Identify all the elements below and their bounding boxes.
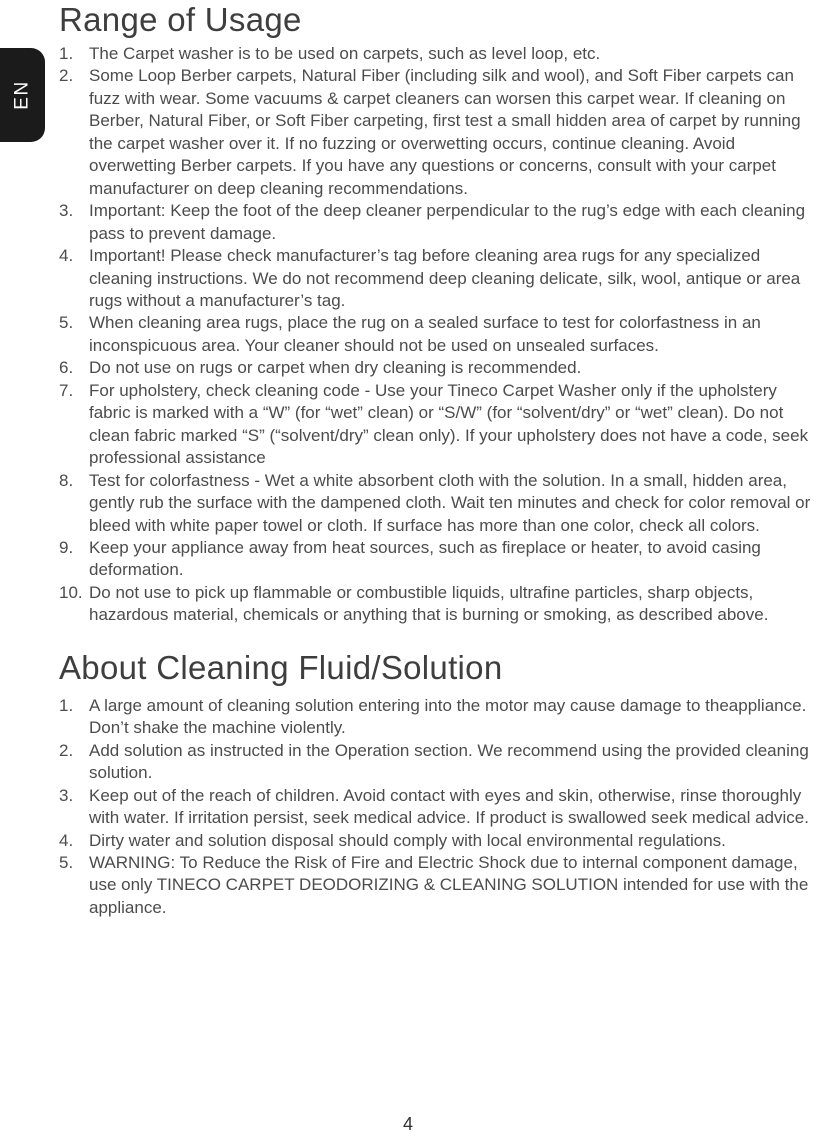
about-cleaning-fluid-list (59, 695, 812, 920)
list-item-text: Add solution as instructed in the Operation section. We recommend using the provided cleaning solution. (89, 740, 809, 783)
list-item-text: Dirty water and solution disposal should comply with local environmental regulations. (89, 830, 726, 850)
list-item-number: 3. (59, 201, 74, 221)
list-item-text: Keep your appliance away from heat sources, such as fireplace or heater, to avoid casing deformation. (89, 537, 761, 580)
list-item-text: Some Loop Berber carpets, Natural Fiber (including silk and wool), and Soft Fiber carpets can fuzz with wear. Some vacuums & carpet cleaners can worsen this carpet wear. If cleaning on Berber, Natural Fiber, or Soft Fiber carpeting, first test a small hidden area of carpet by running the carpet washer over it. If no fuzzing or overwetting occurs, continue cleaning. Avoid overwetting Berber carpets. If you have any questions or concerns, consult with your carpet manufacturer on deep cleaning recommendations. (89, 66, 801, 198)
page-number: 4 (402, 1114, 413, 1134)
list-item-text: For upholstery, check cleaning code - Use your Tineco Carpet Washer only if the upholstery fabric is marked with a “W” (for “wet” clean) or “S/W” (for “solvent/dry” or “wet” clean). Do not clean fabric marked “S” (“solvent/dry” clean only). If your upholstery does not have a code, seek professional assistance (89, 380, 809, 468)
list-item-number: 2. (59, 740, 74, 760)
list-item-number: 8. (59, 470, 74, 490)
list-item-number: 5. (59, 313, 74, 333)
list-item-text: Test for colorfastness - Wet a white absorbent cloth with the solution. In a small, hidden area, gently rub the surface with the dampened cloth. Wait ten minutes and check for color removal or bleed with white paper towel or cloth. If surface has more than one color, check all colors. (89, 470, 811, 535)
list-item-number: 9. (59, 537, 74, 557)
language-tab-label: EN (11, 80, 33, 110)
section-title-about-cleaning-fluid: About Cleaning Fluid/Solution (59, 648, 503, 686)
list-item (59, 537, 812, 582)
list-item-number: 1. (59, 44, 74, 63)
list-item-number: 5. (59, 852, 74, 872)
list-item-number: 1. (59, 695, 74, 715)
list-item (59, 43, 812, 65)
list-item (59, 740, 812, 785)
list-item-text: A large amount of cleaning solution entering into the motor may cause damage to theappliance. Don’t shake the machine violently. (89, 695, 807, 738)
list-item-number: 6. (59, 358, 74, 378)
list-item-text: Do not use on rugs or carpet when dry cleaning is recommended. (89, 358, 582, 378)
list-item (59, 785, 812, 830)
list-item-number: 4. (59, 246, 74, 266)
list-item (59, 695, 812, 740)
list-item (59, 582, 812, 627)
list-item-number: 7. (59, 380, 74, 400)
list-item (59, 380, 812, 470)
section-title-range-of-usage: Range of Usage (59, 1, 302, 38)
list-item (59, 830, 812, 852)
list-item-number: 2. (59, 66, 74, 86)
list-item-text: When cleaning area rugs, place the rug on a sealed surface to test for colorfastness in an inconspicuous area. Your cleaner should not be used on unsealed surfaces. (89, 313, 761, 355)
list-item (59, 200, 812, 245)
range-of-usage-list (59, 43, 812, 627)
list-item-text: The Carpet washer is to be used on carpets, such as level loop, etc. (89, 44, 601, 63)
list-item-text: WARNING: To Reduce the Risk of Fire and Electric Shock due to internal component damage, use only TINECO CARPET DEODORIZING & CLEANING SOLUTION intended for use with the appliance. (89, 852, 809, 917)
list-item-number: 3. (59, 785, 74, 805)
list-item-number: 10. (59, 582, 83, 602)
list-item-text: Important! Please check manufacturer’s tag before cleaning area rugs for any specialized cleaning instructions. We do not recommend deep cleaning delicate, silk, wool, antique or area rugs without a manufacturer’s tag. (89, 246, 801, 310)
list-item-text: Do not use to pick up flammable or combustible liquids, ultrafine particles, sharp objects, hazardous material, chemicals or anything that is burning or smoking, as described above. (89, 582, 769, 625)
list-item (59, 65, 812, 200)
list-item (59, 357, 812, 379)
list-item-text: Important: Keep the foot of the deep cleaner perpendicular to the rug’s edge with each cleaning pass to prevent damage. (89, 201, 806, 243)
list-item (59, 245, 812, 312)
list-item-text: Keep out of the reach of children. Avoid contact with eyes and skin, otherwise, rinse thoroughly with water. If irritation persist, seek medical advice. If product is swallowed seek medical advice. (89, 785, 809, 828)
list-item (59, 470, 812, 537)
list-item (59, 852, 812, 919)
list-item (59, 312, 812, 357)
list-item-number: 4. (59, 830, 74, 850)
